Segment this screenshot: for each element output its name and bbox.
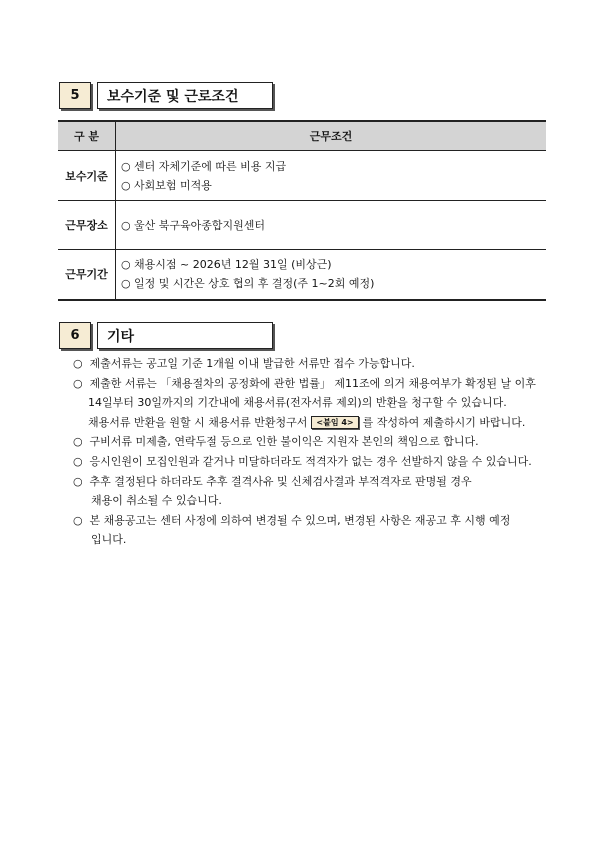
section-title: 보수기준 및 근로조건 <box>97 82 273 109</box>
list-item-continuation <box>73 491 543 511</box>
bullet: ○ <box>121 218 131 232</box>
section-5-header <box>59 82 273 109</box>
table-header-row <box>58 121 546 151</box>
table-row <box>58 250 546 300</box>
section-number: 5 <box>59 82 91 109</box>
note-text: 제출한 서류는 「채용절차의 공정화에 관한 법률」 제11조에 의거 채용여부가 확정된 날 이후 <box>89 376 536 390</box>
row-label: 근무장소 <box>58 201 116 250</box>
note-text: 14일부터 30일까지의 기간내에 채용서류(전자서류 제외)의 반환을 청구할 수 있습니다. <box>88 396 507 410</box>
note-text: 채용서류 반환을 원할 시 채용서류 반환청구서 <box>88 415 308 429</box>
bullet: ○ <box>73 474 83 488</box>
row-item: 일정 및 시간은 상호 협의 후 결정(주 1~2회 예정) <box>134 277 375 291</box>
note-text: 를 작성하여 제출하시기 바랍니다. <box>362 415 526 429</box>
row-item: 울산 북구육아종합지원센터 <box>134 218 266 232</box>
section-6-header <box>59 322 273 349</box>
bullet: ○ <box>121 277 131 291</box>
list-item-continuation <box>73 413 543 433</box>
bullet: ○ <box>73 513 83 527</box>
row-label: 보수기준 <box>58 151 116 201</box>
section-title: 기타 <box>97 322 273 349</box>
list-item-continuation <box>73 393 543 413</box>
note-text: 구비서류 미제출, 연락두절 등으로 인한 불이익은 지원자 본인의 책임으로 합니다. <box>89 435 479 449</box>
list-item-continuation <box>73 530 543 550</box>
list-item <box>73 472 543 492</box>
note-text: 추후 결정된다 하더라도 추후 결격사유 및 신체검사결과 부적격자로 판명될 경우 <box>89 474 472 488</box>
row-label: 근무기간 <box>58 250 116 300</box>
row-content <box>116 250 547 300</box>
table-row <box>58 151 546 201</box>
row-item: 센터 자체기준에 따른 비용 지급 <box>134 159 287 173</box>
list-item <box>73 374 543 394</box>
list-item <box>73 511 543 531</box>
bullet: ○ <box>121 178 131 192</box>
row-content <box>116 151 547 201</box>
table-row <box>58 201 546 250</box>
bullet: ○ <box>73 376 83 390</box>
note-text: 응시인원이 모집인원과 같거나 미달하더라도 적격자가 없는 경우 선발하지 않을 수 있습니다. <box>89 454 532 468</box>
attachment-tag: <붙임 4> <box>311 416 358 429</box>
section-number: 6 <box>59 322 91 349</box>
list-item <box>73 432 543 452</box>
header-conditions: 근무조건 <box>116 121 547 151</box>
notes-list <box>73 354 543 550</box>
note-text: 제출서류는 공고일 기준 1개월 이내 발급한 서류만 접수 가능합니다. <box>89 357 415 370</box>
bullet: ○ <box>121 258 131 272</box>
header-category: 구 분 <box>58 121 116 151</box>
working-conditions-table <box>58 120 546 301</box>
list-item <box>73 452 543 472</box>
note-text: 채용이 취소될 수 있습니다. <box>91 494 222 508</box>
row-content <box>116 201 547 250</box>
note-text: 본 채용공고는 센터 사정에 의하여 변경될 수 있으며, 변경된 사항은 재공고 후 시행 예정 <box>89 513 511 527</box>
row-item: 채용시점 ~ 2026년 12월 31일 (비상근) <box>134 258 332 272</box>
bullet: ○ <box>73 454 83 468</box>
bullet: ○ <box>73 357 83 370</box>
row-item: 사회보험 미적용 <box>134 178 212 192</box>
note-text: 입니다. <box>91 533 127 547</box>
list-item <box>73 354 543 374</box>
bullet: ○ <box>73 435 83 449</box>
bullet: ○ <box>121 159 131 173</box>
